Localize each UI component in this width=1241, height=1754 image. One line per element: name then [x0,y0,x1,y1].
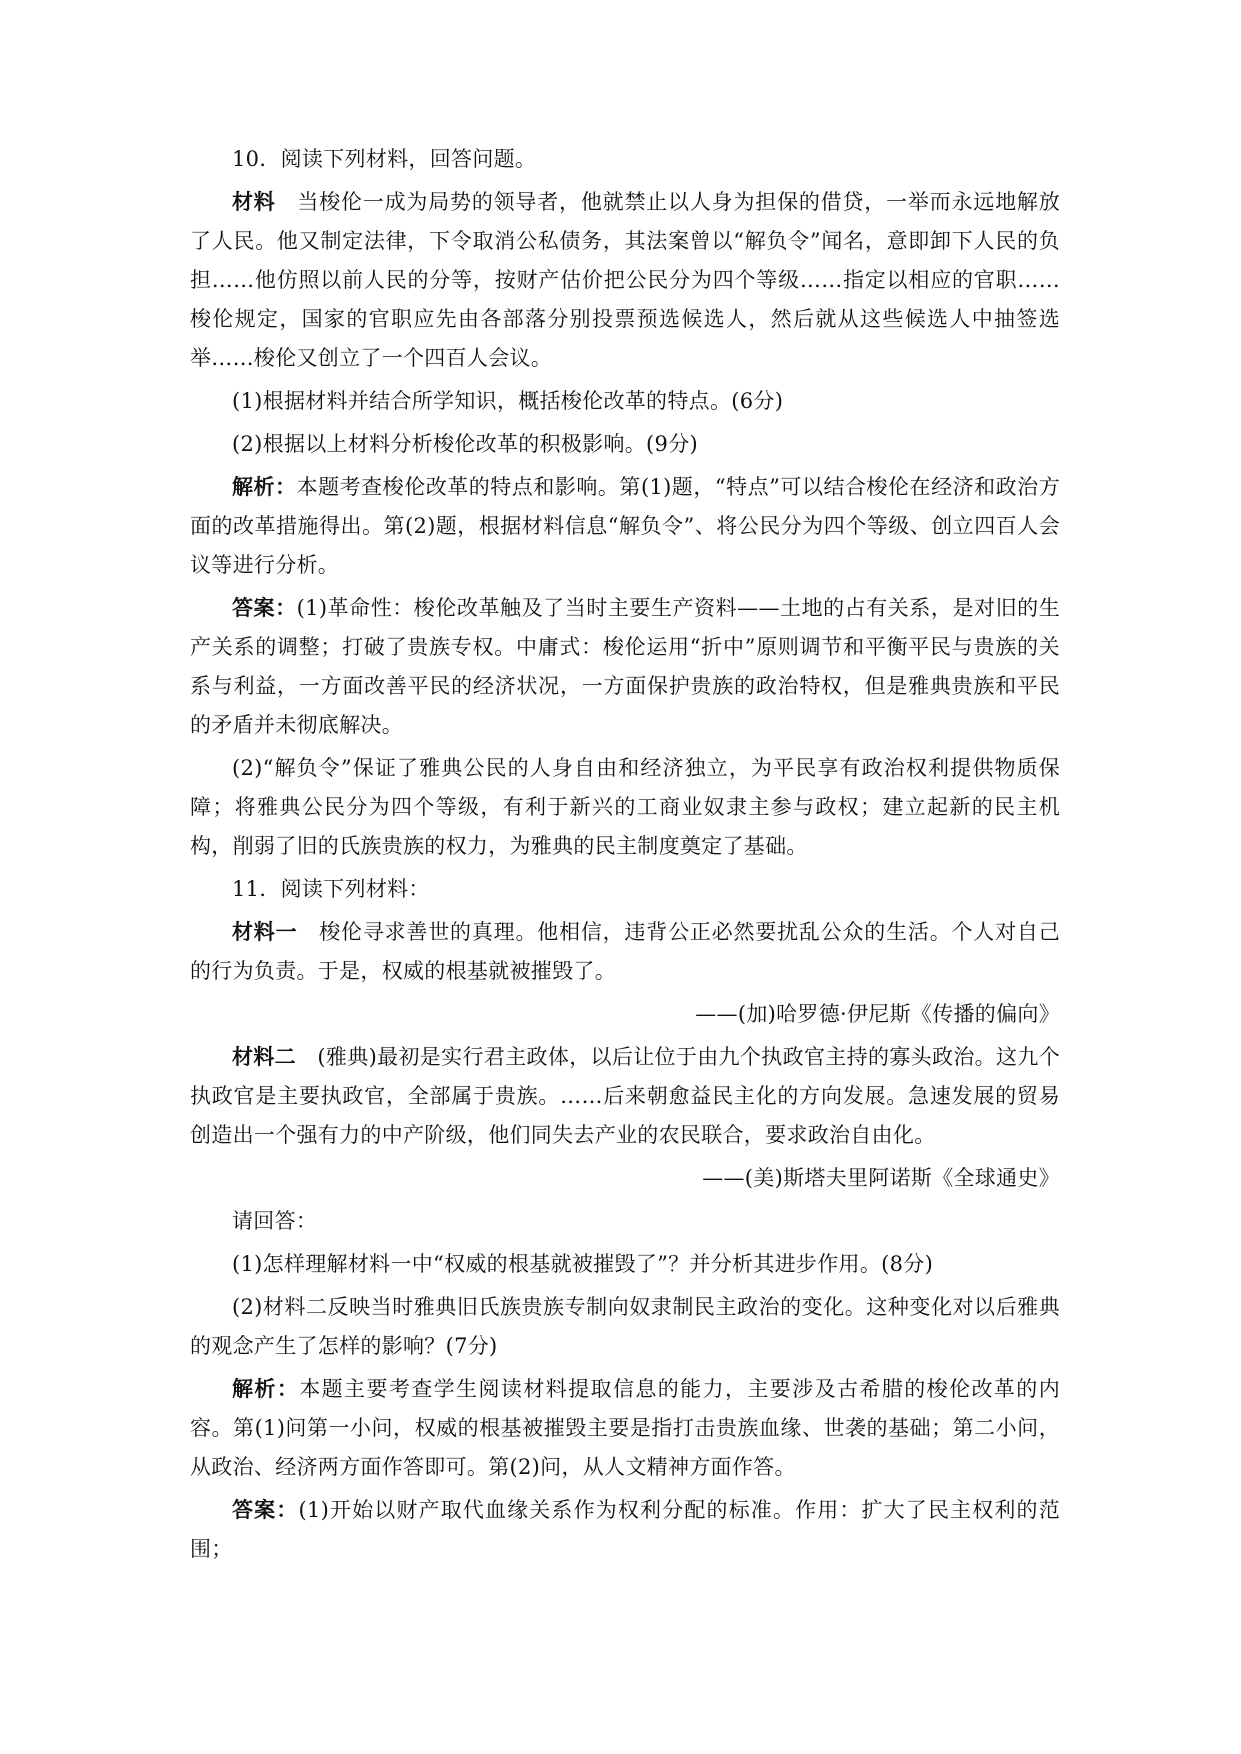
q10-answer-1 [190,589,1060,745]
q11-material-1-text: 梭伦寻求善世的真理。他相信，违背公正必然要扰乱公众的生活。个人对自己的行为负责。于是，权威的根基就被摧毁了。 [190,920,1061,983]
q10-material [190,183,1060,378]
q10-analysis [190,468,1060,585]
q10-material-label: 材料 [232,190,276,214]
q10-answer-text-1: (1)革命性：梭伦改革触及了当时主要生产资料——土地的占有关系，是对旧的生产关系的调整；打破了贵族专权。中庸式：梭伦运用“折中”原则调节和平衡平民与贵族的关系与利益，一方面改善平民的经济状况，一方面保护贵族的政治特权，但是雅典贵族和平民的矛盾并未彻底解决。 [190,596,1060,737]
q11-answer-label: 答案： [232,1498,299,1522]
q11-prompt: 请回答： [232,1209,318,1233]
q10-question-1: (1)根据材料并结合所学知识，概括梭伦改革的特点。(6分) [232,389,784,413]
q10-answer-2: (2)“解负令”保证了雅典公民的人身自由和经济独立，为平民享有政治权利提供物质保障；将雅典公民分为四个等级，有利于新兴的工商业奴隶主参与政权；建立起新的民主机构，削弱了旧的氏族贵族的权力，为雅典的民主制度奠定了基础。 [190,756,1060,858]
q11-answer [190,1491,1060,1569]
q11-answer-text: (1)开始以财产取代血缘关系作为权利分配的标准。作用：扩大了民主权利的范围； [190,1498,1060,1561]
q11-material-2 [190,1038,1060,1155]
q11-material-1-label: 材料一 [232,920,298,944]
q11-material-1-source: ——(加)哈罗德·伊尼斯《传播的偏向》 [695,1002,1060,1026]
q11-material-2-source: ——(美)斯塔夫里阿诺斯《全球通史》 [702,1166,1060,1190]
q11-title: 11．阅读下列材料： [232,877,430,901]
q11-analysis [190,1370,1060,1487]
q11-material-1 [190,913,1060,991]
q10-question-2: (2)根据以上材料分析梭伦改革的积极影响。(9分) [232,432,698,456]
q10-analysis-label: 解析： [232,475,297,499]
q10-title: 10．阅读下列材料，回答问题。 [232,147,537,171]
q10-material-text: 当梭伦一成为局势的领导者，他就禁止以人身为担保的借贷，一举而永远地解放了人民。他又制定法律，下令取消公私债务，其法案曾以“解负令”闻名，意即卸下人民的负担……他仿照以前人民的分等，按财产估价把公民分为四个等级……指定以相应的官职……梭伦规定，国家的官职应先由各部落分别投票预选候选人，然后就从这些候选人中抽签选举……梭伦又创立了一个四百人会议。 [190,190,1060,370]
q11-material-2-text: (雅典)最初是实行君主政体，以后让位于由九个执政官主持的寡头政治。这九个执政官是主要执政官，全部属于贵族。……后来朝愈益民主化的方向发展。急速发展的贸易创造出一个强有力的中产阶级，他们同失去产业的农民联合，要求政治自由化。 [190,1045,1060,1147]
q11-material-2-label: 材料二 [232,1045,297,1069]
q11-analysis-text: 本题主要考查学生阅读材料提取信息的能力，主要涉及古希腊的梭伦改革的内容。第(1)问第一小问，权威的根基被摧毁主要是指打击贵族血缘、世袭的基础；第二小问，从政治、经济两方面作答即可。第(2)问，从人文精神方面作答。 [190,1377,1060,1479]
q11-analysis-label: 解析： [232,1377,300,1401]
q11-question-2: (2)材料二反映当时雅典旧氏族贵族专制向奴隶制民主政治的变化。这种变化对以后雅典的观念产生了怎样的影响？(7分) [190,1295,1060,1358]
q11-question-1: (1)怎样理解材料一中“权威的根基就被摧毁了”？并分析其进步作用。(8分) [232,1252,934,1276]
q10-analysis-text: 本题考查梭伦改革的特点和影响。第(1)题，“特点”可以结合梭伦在经济和政治方面的改革措施得出。第(2)题，根据材料信息“解负令”、将公民分为四个等级、创立四百人会议等进行分析。 [190,475,1060,577]
document-content [190,140,1060,1573]
q10-answer-label: 答案： [232,596,297,620]
